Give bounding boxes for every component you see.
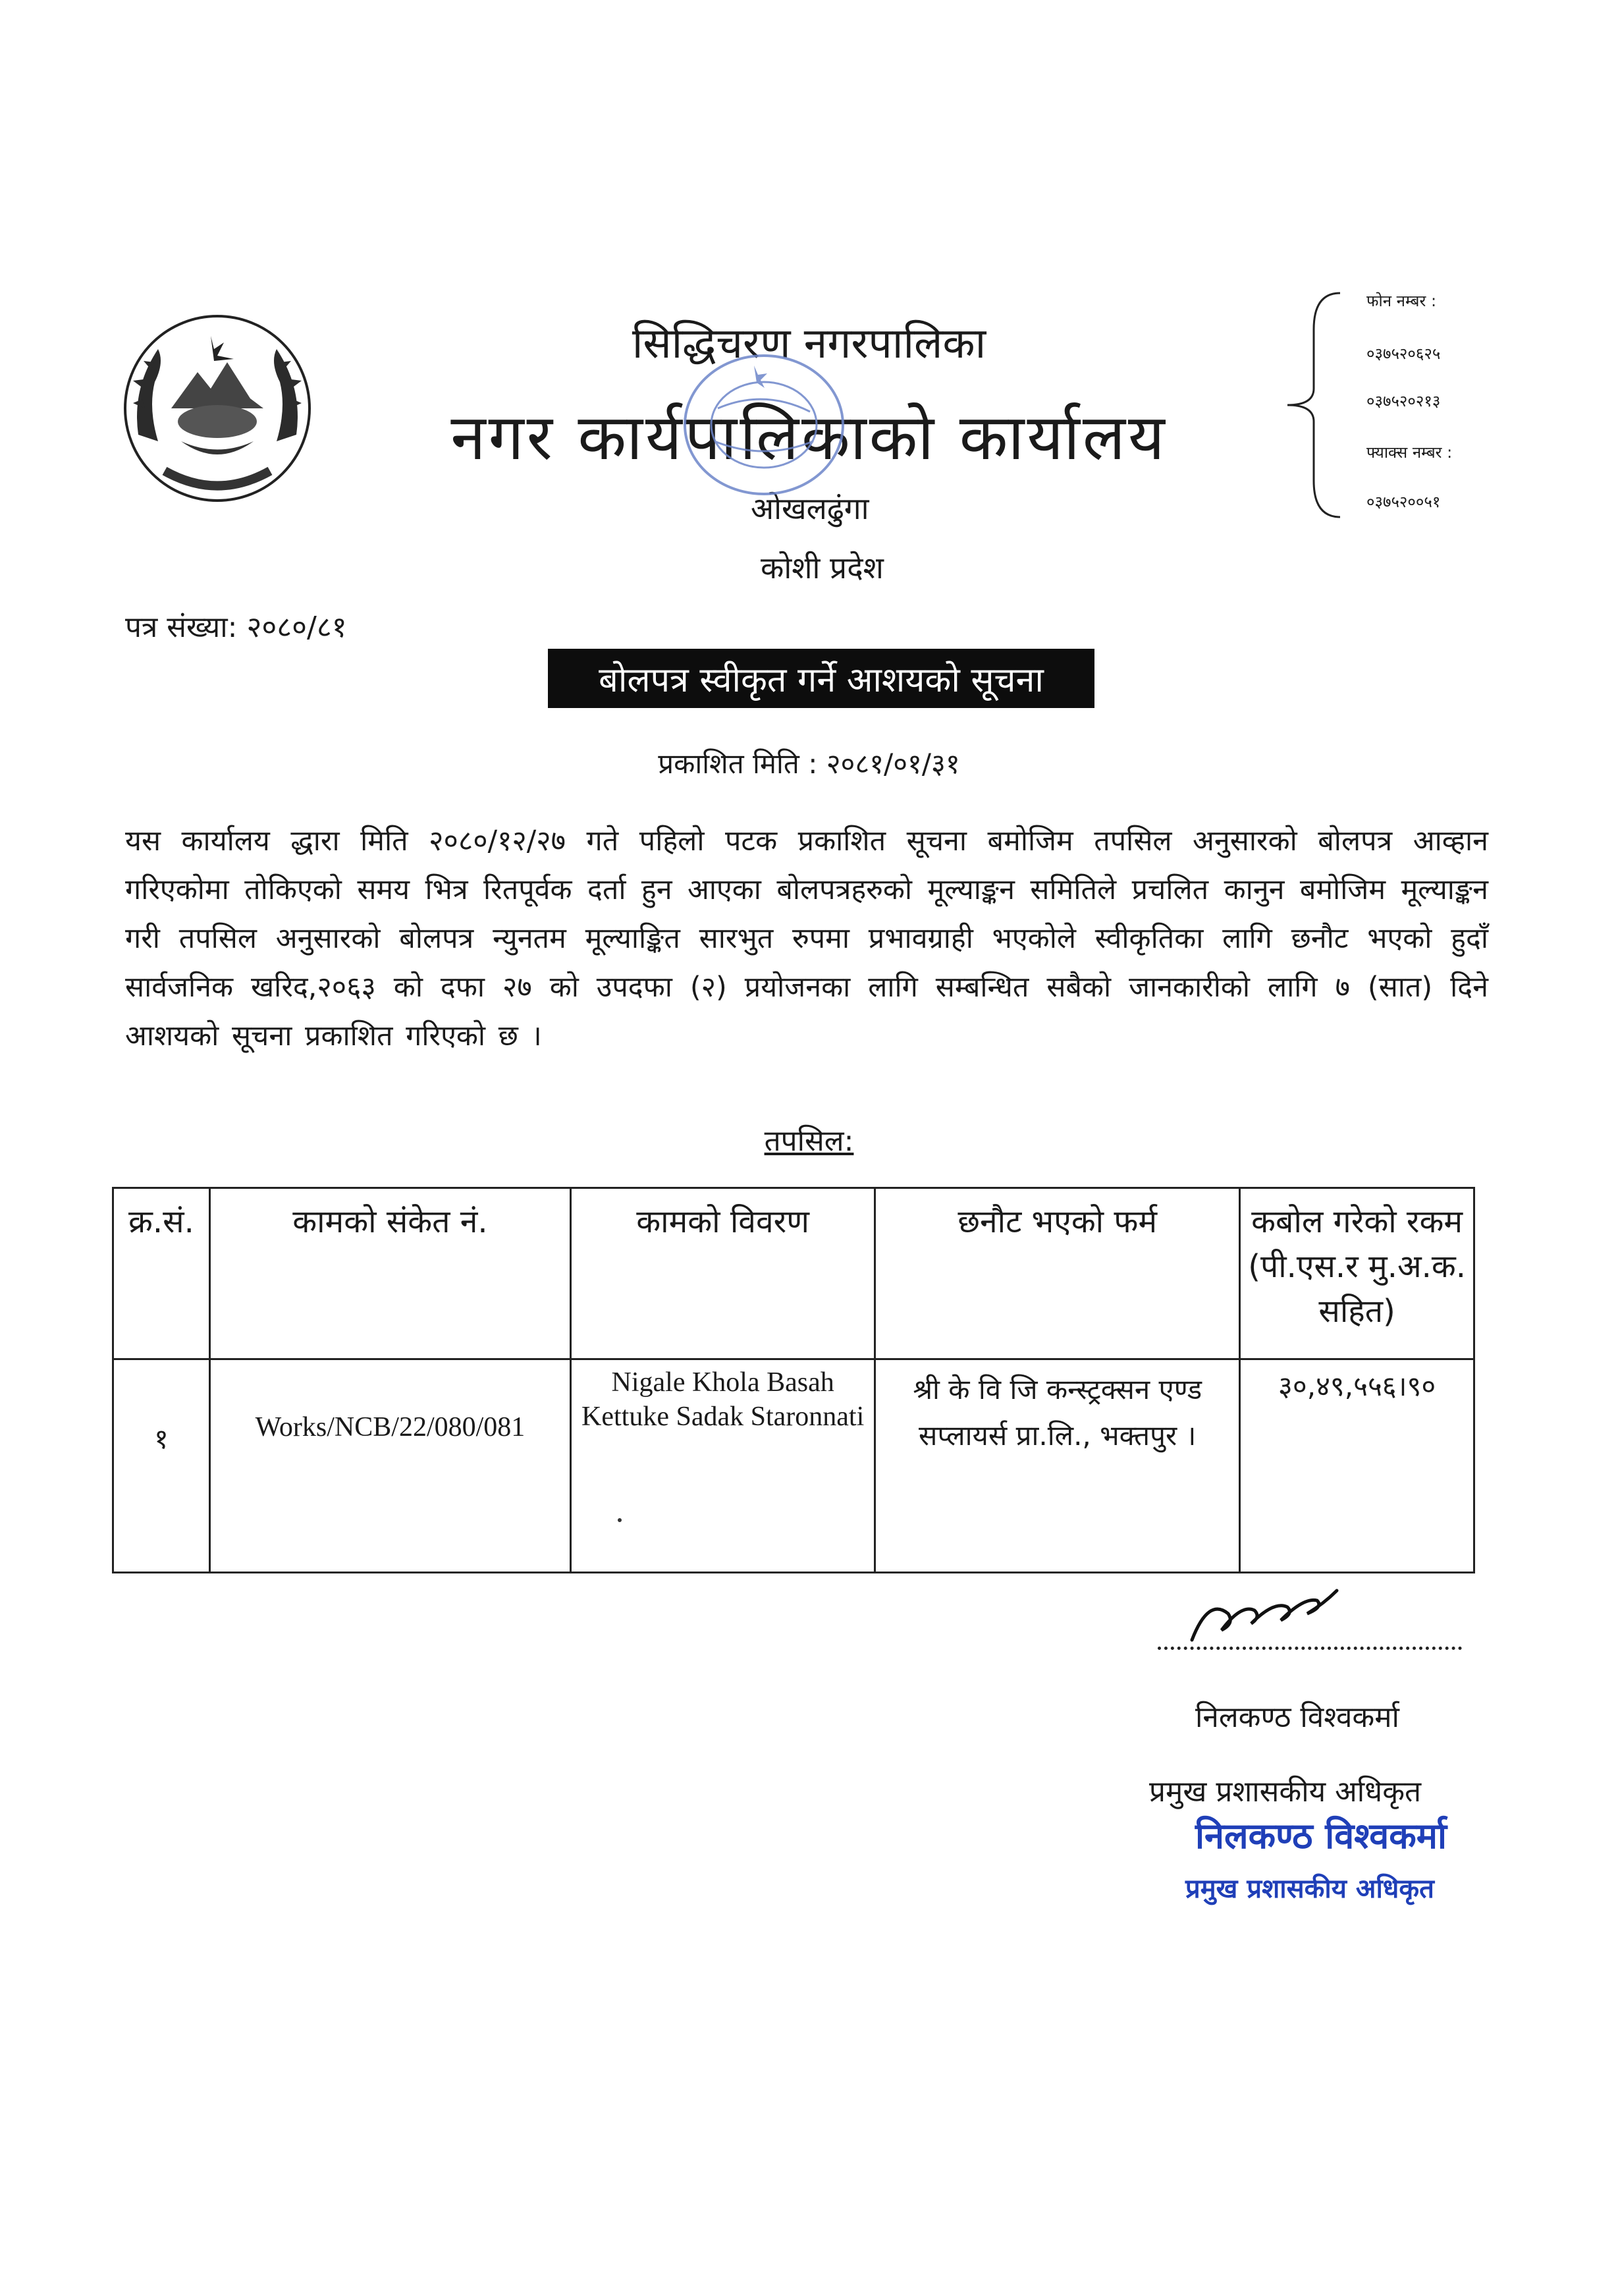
table-header-row — [113, 1188, 1474, 1359]
signatory-designation: प्रमुख प्रशासकीय अधिकृत — [1149, 1775, 1422, 1809]
table-row — [113, 1359, 1474, 1573]
signatory-name: निलकण्ठ विश्वकर्मा — [1195, 1701, 1399, 1734]
office-name: नगर कार्यपालिकाको कार्यालय — [450, 400, 1168, 474]
fax-number: ०३७५२००५१ — [1366, 493, 1441, 511]
published-date: प्रकाशित मिति : २०८१/०१/३१ — [658, 748, 960, 780]
cell-description: Nigale Khola Basah Kettuke Sadak Staronnati — [571, 1359, 875, 1573]
contact-brace-icon — [1284, 290, 1343, 520]
signature-line — [1158, 1647, 1462, 1650]
stamp-name: निलकण्ठ विश्वकर्मा — [1195, 1815, 1447, 1857]
bid-table — [112, 1187, 1475, 1573]
phone-number-2: ०३७५२०२१३ — [1366, 392, 1441, 410]
stamp-designation: प्रमुख प्रशासकीय अधिकृत — [1185, 1874, 1434, 1904]
column-header-amount: कबोल गरेको रकम (पी.एस.र मु.अ.क. सहित) — [1240, 1188, 1474, 1359]
stray-dot — [618, 1518, 622, 1522]
column-header-firm: छनौट भएको फर्म — [875, 1188, 1240, 1359]
column-header-description: कामको विवरण — [571, 1188, 875, 1359]
notice-title — [548, 649, 1094, 708]
cell-sn: १ — [113, 1359, 210, 1573]
district-name: ओखलढुंगा — [751, 491, 869, 526]
fax-label: फ्याक्स नम्बर : — [1366, 443, 1453, 462]
phone-label: फोन नम्बर : — [1366, 292, 1437, 310]
tapasil-heading: तपसिल: — [764, 1124, 854, 1158]
notice-body: यस कार्यालय द्धारा मिति २०८०/१२/२७ गते पहिलो पटक प्रकाशित सूचना बमोजिम तपसिल अनुसारको बोलपत्र आव्हान गरिएकोमा तोकिएको समय भित्र रितपूर्वक दर्ता हुन आएका बोलपत्रहरुको मूल्याङ्कन समितिले प्रचलित कानुन बमोजिम मूल्याङ्कन गरी तपसिल अनुसारको बोलपत्र न्युनतम मूल्याङ्कित सारभुत रुपमा प्रभावग्राही भएकोले स्वीकृतिका लागि छनौट भएको हुदाँ सार्वजनिक खरिद,२०६३ को दफा २७ को उपदफा (२) प्रयोजनका लागि सम्बन्धित सबैको जानकारीको लागि ७ (सात) दिने आशयको सूचना प्रकाशित गरिएको छ । — [125, 825, 1488, 1052]
phone-number-1: ०३७५२०६२५ — [1366, 344, 1441, 363]
notice-title-text: बोलपत्र स्वीकृत गर्ने आशयको सूचना — [599, 660, 1044, 700]
office-seal-icon — [678, 349, 849, 501]
province-name: कोशी प्रदेश — [761, 550, 884, 586]
municipality-name: सिद्धिचरण नगरपालिका — [632, 319, 986, 368]
column-header-sn: क्र.सं. — [113, 1188, 210, 1359]
letter-reference: पत्र संख्या: २०८०/८१ — [125, 611, 347, 644]
cell-firm: श्री के वि जि कन्स्ट्रक्सन एण्ड सप्लायर्स प्रा.लि., भक्तपुर । — [875, 1359, 1240, 1573]
handwritten-signature-icon — [1182, 1577, 1347, 1650]
cell-amount: ३०,४९,५५६।९० — [1240, 1359, 1474, 1573]
cell-code: Works/NCB/22/080/081 — [209, 1359, 570, 1573]
column-header-code: कामको संकेत नं. — [209, 1188, 570, 1359]
